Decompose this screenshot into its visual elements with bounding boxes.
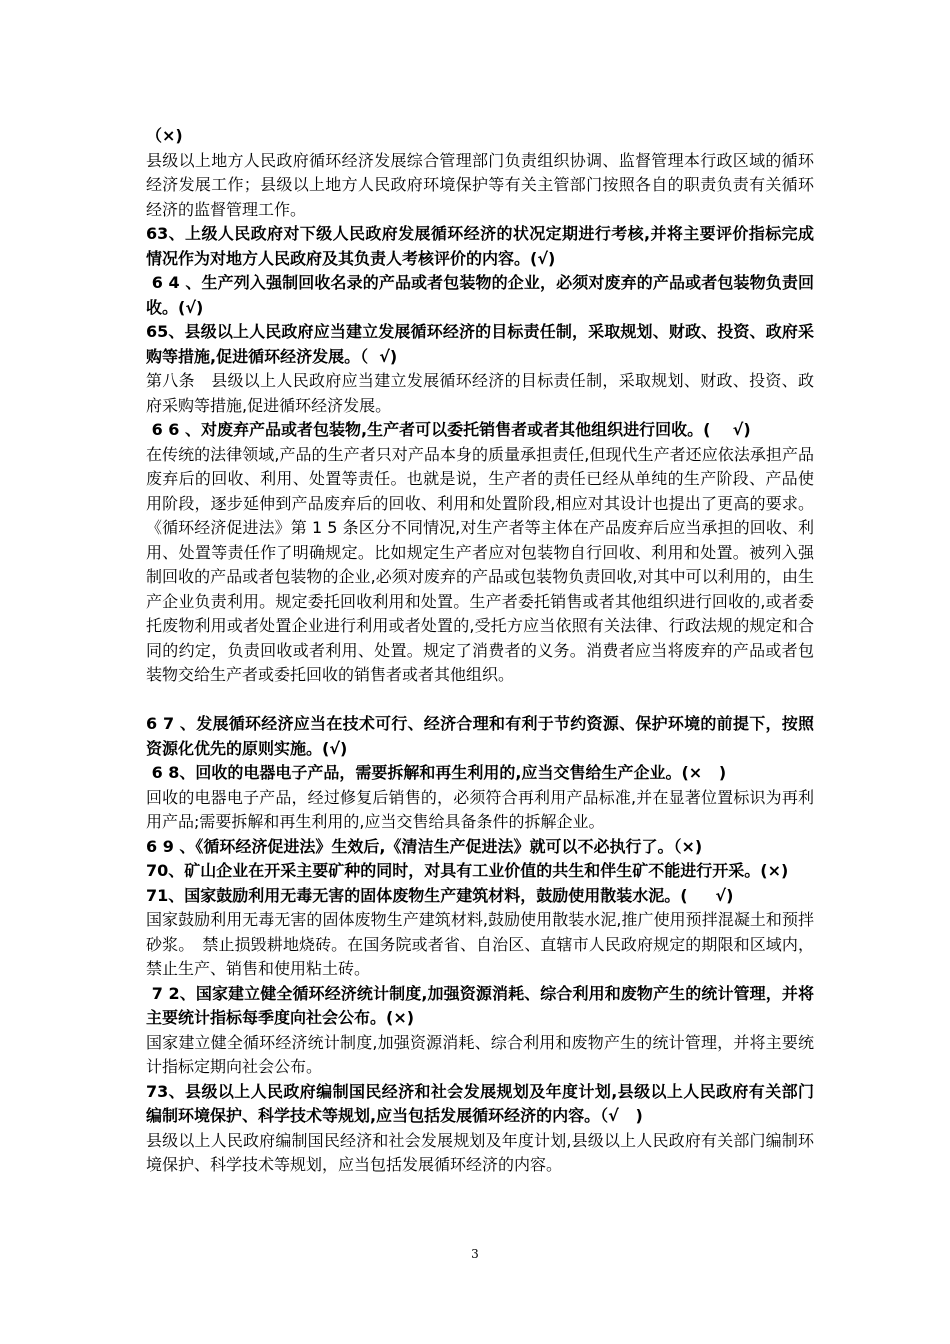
question-paragraph: （×) <box>146 126 183 145</box>
document-body <box>146 124 814 1178</box>
question-paragraph: 6 6 、对废弃产品或者包装物,生产者可以委托销售者或者其他组织进行回收。( √) <box>146 420 751 439</box>
question-paragraph: 70、矿山企业在开采主要矿种的同时，对具有工业价值的共生和伴生矿不能进行开采。(×) <box>146 861 789 880</box>
explanation-paragraph <box>146 688 814 713</box>
question-paragraph: 6 8、回收的电器电子产品，需要拆解和再生利用的,应当交售给生产企业。(× ) <box>146 763 727 782</box>
explanation-paragraph: 第八条 县级以上人民政府应当建立发展循环经济的目标责任制，采取规划、财政、投资、政府采购等措施,促进循环经济发展。 <box>146 371 814 415</box>
question-paragraph: 73、县级以上人民政府编制国民经济和社会发展规划及年度计划,县级以上人民政府有关部门编制环境保护、科学技术等规划,应当包括发展循环经济的内容。（√ ) <box>146 1081 814 1125</box>
question-paragraph: 65、县级以上人民政府应当建立发展循环经济的目标责任制，采取规划、财政、投资、政府采购等措施,促进循环经济发展。（ √) <box>146 322 814 366</box>
explanation-paragraph: 县级以上人民政府编制国民经济和社会发展规划及年度计划,县级以上人民政府有关部门编制环境保护、科学技术等规划，应当包括发展循环经济的内容。 <box>146 1130 814 1174</box>
question-paragraph: 71、国家鼓励利用无毒无害的固体废物生产建筑材料，鼓励使用散装水泥。( √) <box>146 885 734 905</box>
explanation-paragraph: 国家鼓励利用无毒无害的固体废物生产建筑材料,鼓励使用散装水泥,推广使用预拌混凝土和预拌砂浆。 禁止损毁耕地烧砖。在国务院或者省、自治区、直辖市人民政府规定的期限和区域内，禁止生产、销售和使用粘土砖。 <box>146 910 814 978</box>
explanation-paragraph: 国家建立健全循环经济统计制度,加强资源消耗、综合利用和废物产生的统计管理，并将主要统计指标定期向社会公布。 <box>146 1032 814 1076</box>
explanation-paragraph: 在传统的法律领域,产品的生产者只对产品本身的质量承担责任,但现代生产者还应依法承担产品废弃后的回收、利用、处置等责任。也就是说，生产者的责任已经从单纯的生产阶段、产品使用阶段，逐步延伸到产品废弃后的回收、利用和处置阶段,相应对其设计也提出了更高的要求。《循环经济促进法》第 1 5 条区分不同情况,对生产者等主体在产品废弃后应当承担的回收、利用、处置等责任作了明确规定。比如规定生产者应对包装物自行回收、利用和处置。被列入强制回收的产品或者包装物的企业,必须对废弃的产品或包装物负责回收,对其中可以利用的，由生产企业负责利用。规定委托回收利用和处置。生产者委托销售或者其他组织进行回收的,或者委托废物利用或者处置企业进行利用或者处置的,受托方应当依照有关法律、行政法规的规定和合同的约定，负责回收或者利用、处置。规定了消费者的义务。消费者应当将废弃的产品或者包装物交给生产者或委托回收的销售者或者其他组织。 <box>146 444 814 684</box>
page-number: 3 <box>471 1247 479 1261</box>
question-paragraph: 63、上级人民政府对下级人民政府发展循环经济的状况定期进行考核,并将主要评价指标完成情况作为对地方人民政府及其负责人考核评价的内容。(√) <box>146 224 814 268</box>
question-paragraph: 6 9 、《循环经济促进法》生效后,《清洁生产促进法》就可以不必执行了。（×) <box>146 836 703 856</box>
question-paragraph: 6 7 、发展循环经济应当在技术可行、经济合理和有利于节约资源、保护环境的前提下，按照资源化优先的原则实施。(√) <box>146 714 814 758</box>
question-paragraph: 7 2、国家建立健全循环经济统计制度,加强资源消耗、综合利用和废物产生的统计管理，并将主要统计指标每季度向社会公布。(×) <box>146 983 814 1027</box>
explanation-paragraph: 回收的电器电子产品，经过修复后销售的，必须符合再利用产品标准,并在显著位置标识为再利用产品;需要拆解和再生利用的,应当交售给具备条件的拆解企业。 <box>146 787 814 831</box>
question-paragraph: 6 4 、生产列入强制回收名录的产品或者包装物的企业，必须对废弃的产品或者包装物负责回收。(√) <box>146 273 814 317</box>
explanation-paragraph: 县级以上地方人民政府循环经济发展综合管理部门负责组织协调、监督管理本行政区域的循环经济发展工作；县级以上地方人民政府环境保护等有关主管部门按照各自的职责负责有关循环经济的监督管理工作。 <box>146 150 814 219</box>
